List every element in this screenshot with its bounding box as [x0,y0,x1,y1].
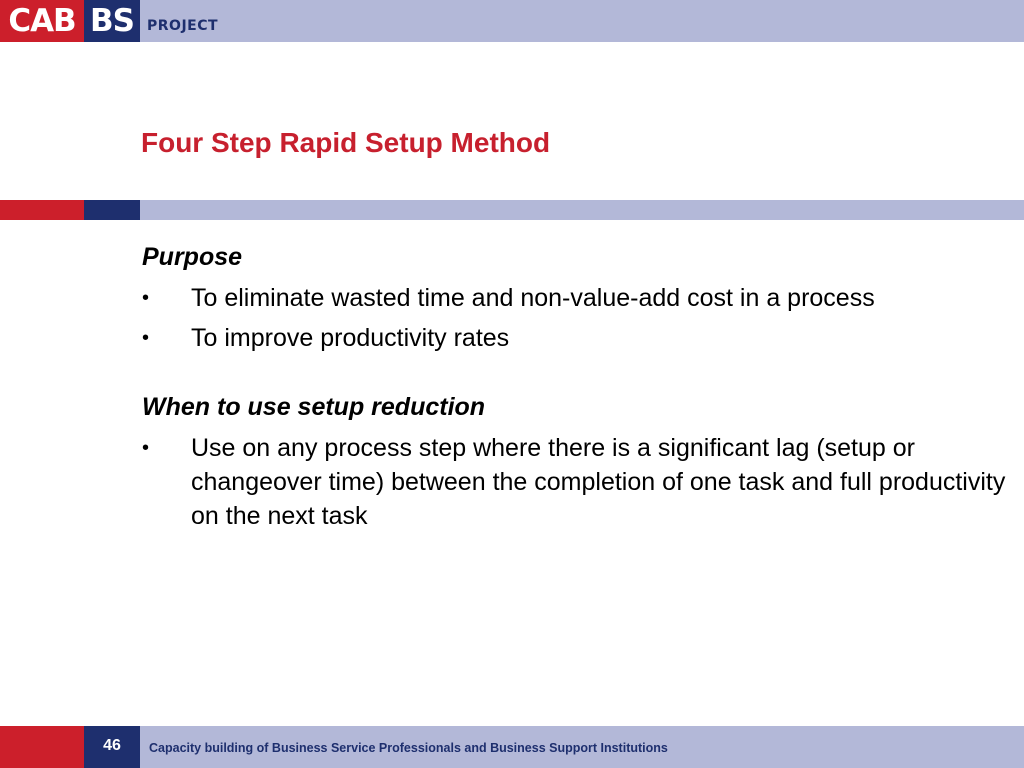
footer-red-segment [0,726,84,768]
page-number: 46 [84,726,140,768]
footer-text: Capacity building of Business Service Professionals and Business Support Institutions [140,726,1024,768]
bullet-marker: • [142,327,150,349]
section-heading: Purpose [142,243,243,271]
bullet-item [142,431,1012,533]
slide-title: Four Step Rapid Setup Method [141,127,551,158]
logo-cab: CAB [0,0,84,42]
divider-lavender-segment [140,200,1024,220]
section-spacer [142,355,1012,389]
bullet-text: Use on any process step where there is a significant lag (setup or changeover time) between the completion of one task and full productivity on the next task [191,434,1006,530]
divider-red-segment [0,200,84,220]
bullet-item [142,281,1012,315]
bullet-marker: • [142,437,150,459]
section-purpose [142,239,1012,355]
logo-bs: BS [84,0,140,42]
bullet-list [142,431,1012,533]
bullet-text: To eliminate wasted time and non-value-add cost in a process [191,284,875,312]
section-when-to-use [142,389,1012,533]
section-heading: When to use setup reduction [142,393,486,421]
title-divider [0,200,1024,220]
divider-navy-segment [84,200,140,220]
footer-bar [0,726,1024,768]
logo-project: PROJECT [147,18,219,34]
header-bar [0,0,1024,42]
slide-body [142,239,1012,533]
bullet-text: To improve productivity rates [191,324,510,352]
bullet-marker: • [142,287,150,309]
bullet-list [142,281,1012,355]
cabbs-project-logo [0,0,218,42]
bullet-item [142,321,1012,355]
